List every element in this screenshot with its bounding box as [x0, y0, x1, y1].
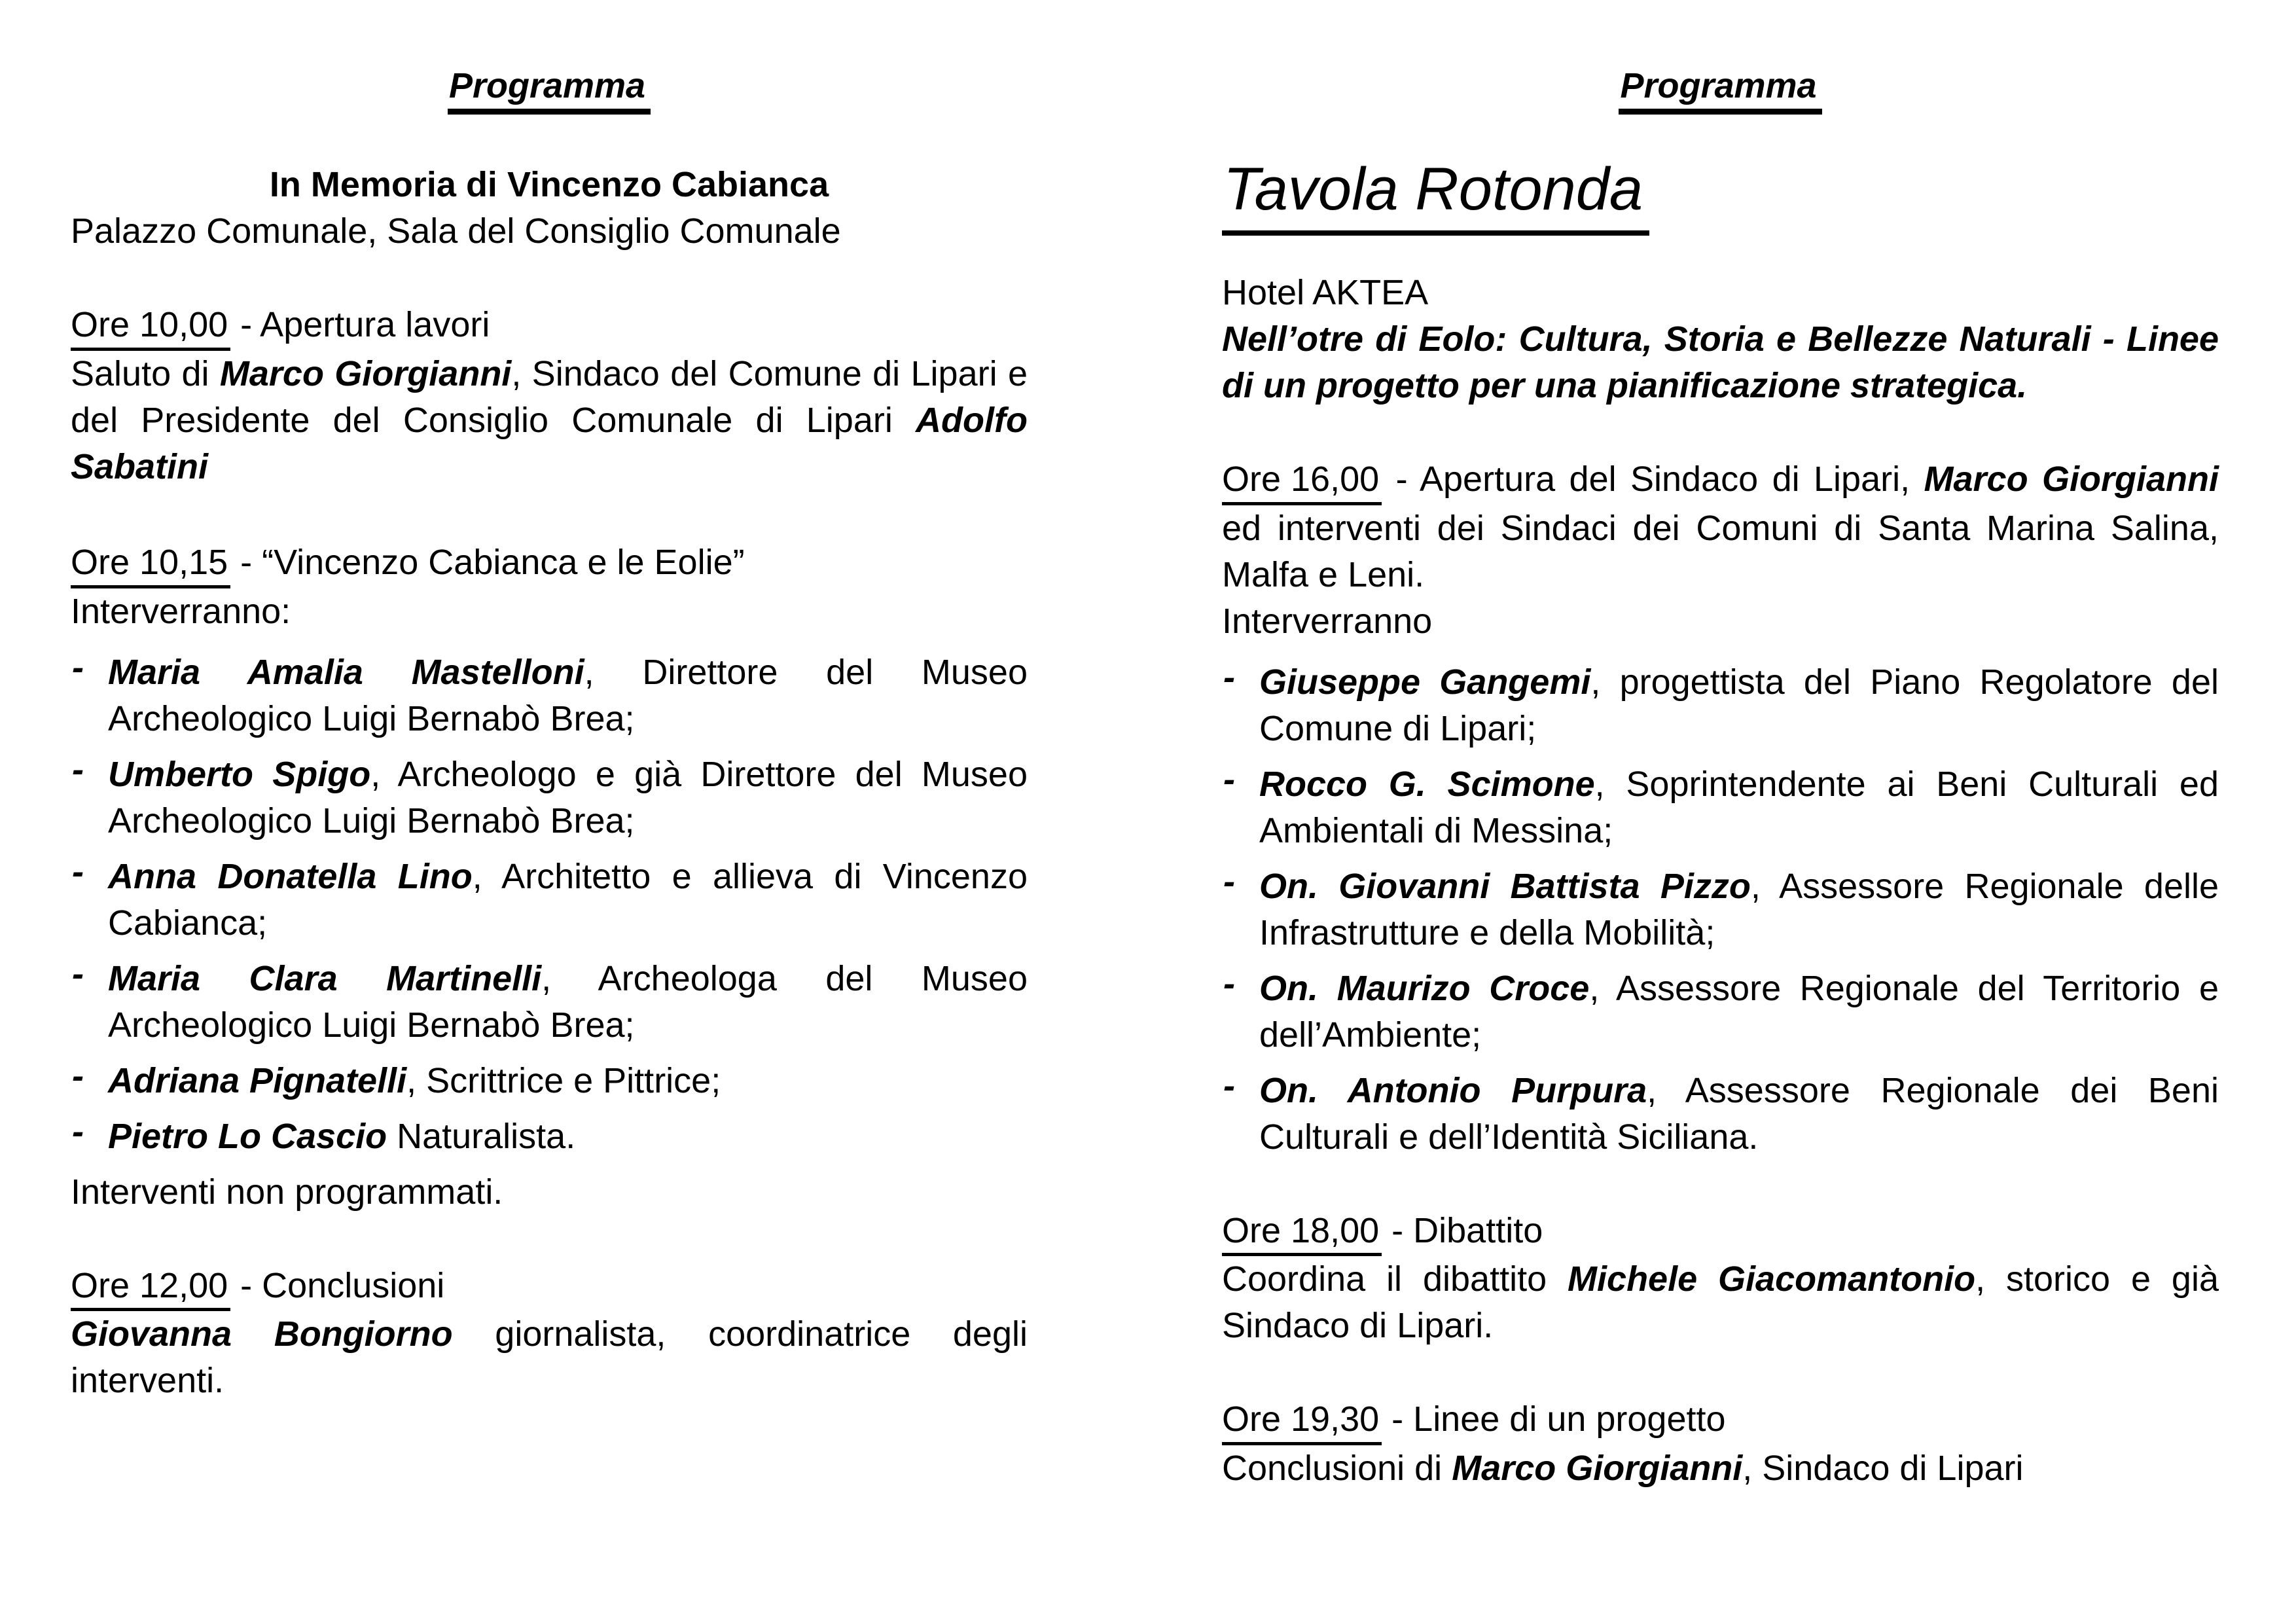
- speaker-name: Maria Amalia Mastelloni: [108, 652, 584, 692]
- bullet-dash: -: [72, 1056, 84, 1096]
- speaker-role: Naturalista.: [387, 1116, 576, 1156]
- speaker-name: Adriana Pignatelli: [108, 1060, 407, 1100]
- interverranno-label: Interverranno: [1222, 601, 1433, 641]
- speaker-item: [1222, 1068, 2219, 1161]
- speaker-role: , Architetto e allieva di Vincenzo Cabianca;: [108, 856, 1028, 943]
- bullet-dash: -: [72, 749, 84, 789]
- speaker-name: Rocco G. Scimone: [1259, 764, 1595, 804]
- final-run: , Sindaco di Lipari: [1742, 1448, 2024, 1488]
- separator: -: [230, 1265, 262, 1305]
- speaker-role: , Archeologa del Museo Archeologico Luigi Bernabò Brea;: [108, 958, 1028, 1045]
- separator: -: [1382, 460, 1420, 499]
- session-1000-time: Ore 10,00: [71, 304, 230, 351]
- session-1800-time: Ore 18,00: [1222, 1210, 1382, 1257]
- session-1000-label: Apertura lavori: [260, 305, 490, 345]
- speaker-name: On. Maurizo Croce: [1259, 968, 1590, 1008]
- session-1800-label: Dibattito: [1413, 1210, 1543, 1250]
- saluto-paragraph: [71, 351, 1028, 490]
- bullet-dash: -: [72, 954, 84, 994]
- speaker-item: [1222, 659, 2219, 752]
- person-name: Giovanna Bongiorno: [71, 1314, 453, 1354]
- bullet-dash: -: [1223, 759, 1235, 799]
- page-title: [1222, 63, 2219, 115]
- session-1015-label: “Vincenzo Cabianca e le Eolie”: [262, 543, 745, 583]
- speakers-list: [71, 649, 1028, 1160]
- bullet-dash: -: [72, 647, 84, 687]
- speaker-role: , Archeologo e già Direttore del Museo Archeologico Luigi Bernabò Brea;: [108, 754, 1028, 840]
- separator: -: [230, 305, 260, 345]
- session-1600-run: ed interventi dei Sindaci dei Comuni di Santa Marina Salina, Malfa e Leni.: [1222, 508, 2219, 594]
- conclusioni-paragraph: [71, 1311, 1028, 1404]
- speaker-item: [71, 1113, 1028, 1160]
- conclusioni-run: giornalista, coordinatrice degli interventi.: [71, 1314, 1028, 1401]
- separator: -: [1382, 1399, 1414, 1439]
- speaker-name: On. Antonio Purpura: [1259, 1070, 1647, 1110]
- note-unscheduled: Interventi non programmati.: [71, 1172, 503, 1212]
- session-1200: [71, 1263, 1028, 1312]
- session-1600-run: Apertura del Sindaco di Lipari,: [1420, 460, 1924, 499]
- speaker-role: , Scrittrice e Pittrice;: [406, 1060, 721, 1100]
- speaker-item: [71, 956, 1028, 1049]
- session-1200-label: Conclusioni: [262, 1265, 445, 1305]
- speaker-role: , Soprintendente ai Beni Culturali ed Ambientali di Messina;: [1259, 764, 2219, 850]
- speaker-name: Pietro Lo Cascio: [108, 1116, 387, 1156]
- bullet-dash: -: [1223, 1066, 1235, 1106]
- session-1600: [1222, 456, 2219, 598]
- page-title-text: Programma: [448, 66, 651, 115]
- page-right: [1148, 0, 2296, 1624]
- saluto-run: Saluto di: [71, 354, 220, 394]
- bullet-dash: -: [1223, 657, 1235, 697]
- speaker-item: [1222, 965, 2219, 1058]
- speaker-role: , Assessore Regionale del Territorio e dell’Ambiente;: [1259, 968, 2219, 1055]
- interverranno-label: Interverranno:: [71, 591, 291, 631]
- section-title-block: [1222, 158, 2219, 236]
- speaker-name: Giuseppe Gangemi: [1259, 662, 1591, 702]
- debate-run: Coordina il dibattito: [1222, 1259, 1568, 1299]
- speaker-role: , Assessore Regionale delle Infrastrutture e della Mobilità;: [1259, 866, 2219, 952]
- session-1600-time: Ore 16,00: [1222, 459, 1382, 505]
- bullet-dash: -: [72, 1111, 84, 1151]
- bullet-dash: -: [1223, 964, 1235, 1003]
- person-name: Marco Giorgianni: [219, 354, 512, 394]
- event-title: In Memoria di Vincenzo Cabianca: [269, 165, 829, 205]
- speaker-item: [71, 1058, 1028, 1104]
- saluto-run: , Sindaco del Comune di Lipari e del Presidente del Consiglio Comunale di Lipari: [71, 354, 1028, 441]
- speaker-item: [71, 649, 1028, 742]
- person-name: Adolfo Sabatini: [71, 401, 1028, 487]
- bullet-dash: -: [1223, 861, 1235, 901]
- theme-paragraph: Nell’otre di Eolo: Cultura, Storia e Bellezze Naturali - Linee di un progetto per una pianificazione strategica.: [1222, 319, 2219, 406]
- final-run: Conclusioni di: [1222, 1448, 1452, 1488]
- bullet-dash: -: [72, 852, 84, 892]
- session-1015: [71, 539, 1028, 588]
- event-location: Palazzo Comunale, Sala del Consiglio Comunale: [71, 211, 841, 251]
- debate-paragraph: [1222, 1256, 2219, 1349]
- session-1930-time: Ore 19,30: [1222, 1399, 1382, 1445]
- session-1930-label: Linee di un progetto: [1413, 1399, 1726, 1439]
- speakers-list: [1222, 659, 2219, 1161]
- session-1200-time: Ore 12,00: [71, 1265, 230, 1312]
- debate-run: , storico e già Sindaco di Lipari.: [1222, 1259, 2219, 1346]
- speaker-role: , progettista del Piano Regolatore del Comune di Lipari;: [1259, 662, 2219, 748]
- speaker-name: Maria Clara Martinelli: [108, 958, 542, 998]
- separator: -: [230, 543, 262, 583]
- person-name: Michele Giacomantonio: [1568, 1259, 1976, 1299]
- speaker-item: [1222, 761, 2219, 854]
- session-1800: [1222, 1208, 2219, 1257]
- speaker-name: Umberto Spigo: [108, 754, 371, 794]
- session-1000: [71, 302, 1028, 351]
- speaker-name: Anna Donatella Lino: [108, 856, 473, 896]
- speaker-role: , Direttore del Museo Archeologico Luigi Bernabò Brea;: [108, 652, 1028, 738]
- event-heading-block: [71, 162, 1028, 255]
- final-paragraph: [1222, 1445, 2219, 1492]
- section-title-text: Tavola Rotonda: [1222, 158, 1649, 236]
- venue: Hotel AKTEA: [1222, 273, 1429, 313]
- session-1930: [1222, 1396, 2219, 1445]
- speaker-item: [1222, 863, 2219, 956]
- separator: -: [1382, 1210, 1414, 1250]
- person-name: Marco Giorgianni: [1924, 460, 2219, 499]
- session-1015-time: Ore 10,15: [71, 542, 230, 588]
- page-title-text: Programma: [1619, 66, 1821, 115]
- speaker-item: [71, 854, 1028, 947]
- speaker-item: [71, 751, 1028, 844]
- page-title: [71, 63, 1028, 115]
- speaker-name: On. Giovanni Battista Pizzo: [1259, 866, 1751, 906]
- speaker-role: , Assessore Regionale dei Beni Culturali e dell’Identità Siciliana.: [1259, 1070, 2219, 1157]
- person-name: Marco Giorgianni: [1452, 1448, 1743, 1488]
